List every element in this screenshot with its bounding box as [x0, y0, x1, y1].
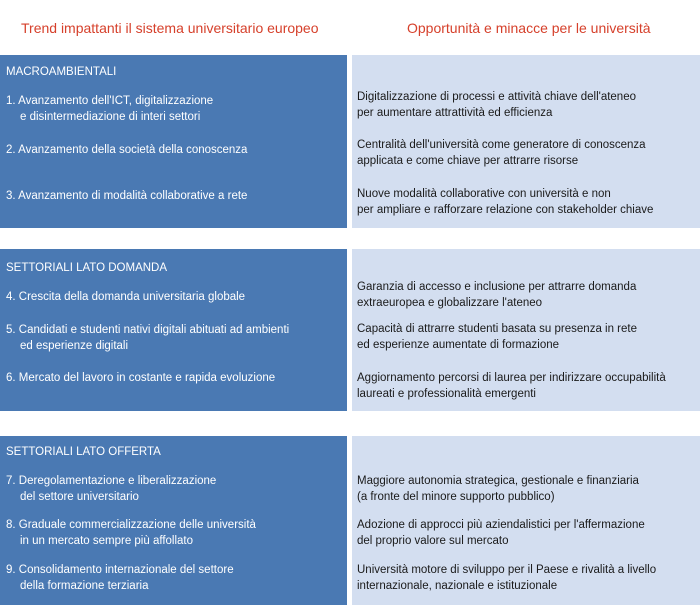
trend-line-1: 7. Deregolamentazione e liberalizzazione — [6, 475, 217, 487]
opportunity-line-2: ed esperienze aumentate di formazione — [357, 339, 560, 351]
opportunity-item — [357, 370, 697, 402]
opportunity-item — [357, 186, 697, 218]
trend-item — [6, 188, 341, 204]
opportunity-line-2: internazionale, nazionale e istituzionale — [357, 580, 558, 592]
opportunity-item — [357, 321, 697, 353]
trend-line-1: 5. Candidati e studenti nativi digitali abituati ad ambienti — [6, 324, 290, 336]
trend-line-1: 9. Consolidamento internazionale del settore — [6, 564, 234, 576]
opportunity-line-2: applicata e come chiave per attrarre risorse — [357, 155, 579, 167]
trend-line-1: 6. Mercato del lavoro in costante e rapida evoluzione — [6, 372, 276, 384]
trend-item — [6, 289, 341, 305]
trend-line-1: 2. Avanzamento della società della conoscenza — [6, 144, 248, 156]
opportunity-line-2: laureati e professionalità emergenti — [357, 388, 536, 400]
trend-item — [6, 142, 341, 158]
trend-item — [6, 517, 341, 549]
opportunity-line-1: Maggiore autonomia strategica, gestionale e finanziaria — [357, 475, 639, 487]
opportunity-item — [357, 137, 697, 169]
opportunity-line-1: Università motore di sviluppo per il Paese e rivalità a livello — [357, 564, 657, 576]
trend-line-1: 8. Graduale commercializzazione delle università — [6, 519, 256, 531]
opportunity-item — [357, 562, 697, 594]
opportunity-line-1: Centralità dell'università come generatore di conoscenza — [357, 139, 646, 151]
section-domanda — [0, 249, 700, 411]
opportunity-item — [357, 473, 697, 505]
section-macroambientali — [0, 55, 700, 228]
trend-line-2: della formazione terziaria — [20, 580, 149, 592]
opportunity-line-1: Nuove modalità collaborative con università e non — [357, 188, 611, 200]
opportunity-line-1: Garanzia di accesso e inclusione per attrarre domanda — [357, 281, 637, 293]
right-column-header: Opportunità e minacce per le università — [407, 20, 651, 36]
left-column-header: Trend impattanti il sistema universitario europeo — [21, 20, 319, 36]
opportunity-line-1: Aggiornamento percorsi di laurea per indirizzare occupabilità — [357, 372, 666, 384]
trend-item — [6, 473, 341, 505]
opportunity-item — [357, 89, 697, 121]
opportunity-line-1: Digitalizzazione di processi e attività chiave dell'ateneo — [357, 91, 636, 103]
opportunity-line-1: Adozione di approcci più aziendalistici per l'affermazione — [357, 519, 645, 531]
trend-line-1: 3. Avanzamento di modalità collaborative a rete — [6, 190, 248, 202]
opportunity-line-2: per aumentare attrattività ed efficienza — [357, 107, 553, 119]
opportunity-line-2: (a fronte del minore supporto pubblico) — [357, 491, 555, 503]
opportunity-line-2: extraeuropea e globalizzare l'ateneo — [357, 297, 543, 309]
opportunity-item — [357, 279, 697, 311]
opportunity-line-2: del proprio valore sul mercato — [357, 535, 509, 547]
section-title: MACROAMBIENTALI — [6, 66, 117, 78]
section-offerta — [0, 436, 700, 605]
trend-line-2: e disintermediazione di interi settori — [20, 111, 201, 123]
opportunity-item — [357, 517, 697, 549]
opportunity-line-2: per ampliare e rafforzare relazione con stakeholder chiave — [357, 204, 654, 216]
trend-line-2: in un mercato sempre più affollato — [20, 535, 194, 547]
trend-item — [6, 562, 341, 594]
trend-item — [6, 93, 341, 125]
trend-line-1: 4. Crescita della domanda universitaria globale — [6, 291, 246, 303]
trend-line-2: del settore universitario — [20, 491, 139, 503]
trend-item — [6, 322, 341, 354]
section-title: SETTORIALI LATO OFFERTA — [6, 446, 161, 458]
trend-line-2: ed esperienze digitali — [20, 340, 129, 352]
trend-line-1: 1. Avanzamento dell'ICT, digitalizzazione — [6, 95, 214, 107]
opportunity-line-1: Capacità di attrarre studenti basata su presenza in rete — [357, 323, 637, 335]
section-title: SETTORIALI LATO DOMANDA — [6, 262, 168, 274]
trend-item — [6, 370, 341, 386]
